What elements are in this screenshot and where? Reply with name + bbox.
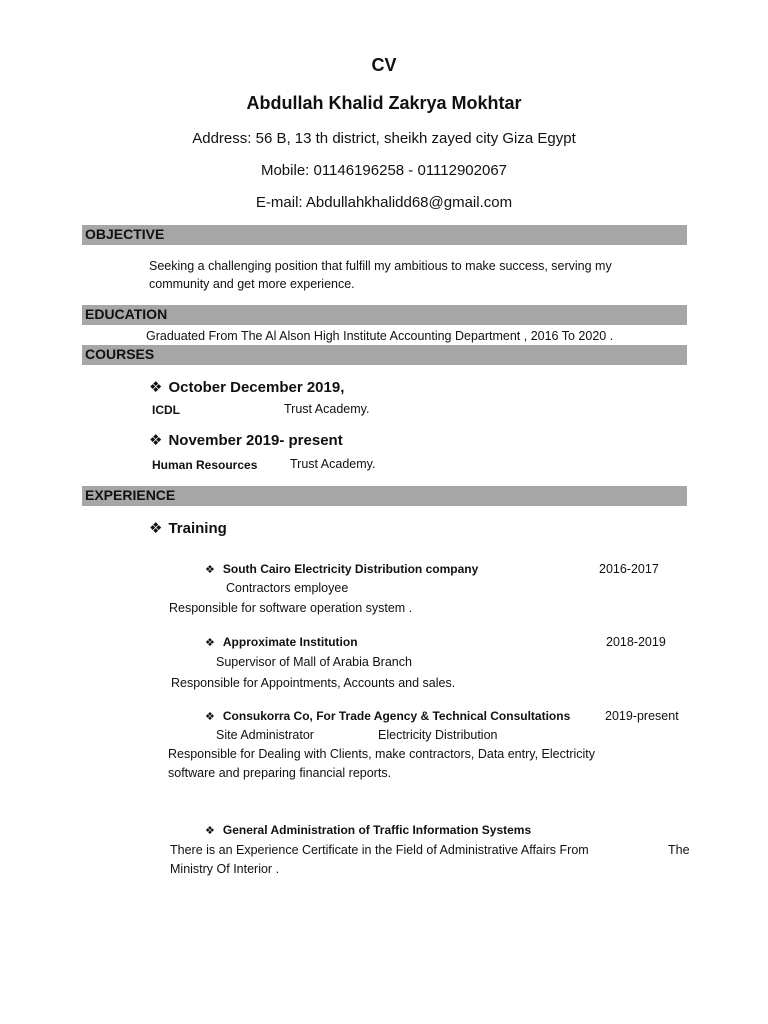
courses-heading: COURSES (85, 346, 155, 362)
diamond-bullet-icon: ❖ (149, 432, 163, 449)
course-item-2-provider: Trust Academy. (290, 457, 376, 471)
experience-section-header (82, 486, 687, 506)
job-1-description: Responsible for software operation system . (169, 601, 413, 615)
education-section-header (82, 305, 687, 325)
job-3-description-line-2: software and preparing financial reports. (168, 766, 392, 780)
job-3-role-extra: Electricity Distribution (378, 728, 498, 742)
job-2-years: 2018-2019 (606, 635, 666, 649)
job-4-description-line-2: Ministry Of Interior . (170, 862, 280, 876)
diamond-bullet-icon: ❖ (205, 711, 215, 723)
cv-title: CV (371, 55, 397, 75)
job-4-description-tail: The (668, 843, 690, 857)
job-2-description: Responsible for Appointments, Accounts and sales. (171, 676, 456, 690)
diamond-bullet-icon: ❖ (149, 379, 163, 396)
education-text: Graduated From The Al Alson High Institute Accounting Department , 2016 To 2020 . (146, 329, 614, 343)
job-1-company: ❖ South Cairo Electricity Distribution company (205, 562, 479, 576)
diamond-bullet-icon: ❖ (205, 825, 215, 837)
objective-section-header (82, 225, 687, 245)
education-heading: EDUCATION (85, 306, 168, 322)
objective-text-line-1: Seeking a challenging position that fulfill my ambitious to make success, serving my (149, 259, 612, 273)
experience-heading: EXPERIENCE (85, 487, 176, 503)
course-item-1-provider: Trust Academy. (284, 402, 370, 416)
course-item-1-name: ICDL (152, 403, 180, 417)
course-item-2-name: Human Resources (152, 458, 258, 472)
job-4-company: ❖ General Administration of Traffic Information Systems (205, 823, 532, 837)
job-3-company: ❖ Consukorra Co, For Trade Agency & Technical Consultations (205, 709, 571, 723)
job-3-description-line-1: Responsible for Dealing with Clients, make contractors, Data entry, Electricity (168, 747, 596, 761)
candidate-name: Abdullah Khalid Zakrya Mokhtar (246, 93, 522, 113)
training-subheading: ❖ Training (149, 520, 227, 537)
mobile-line: Mobile: 01146196258 - 01112902067 (260, 162, 508, 179)
job-1-years: 2016-2017 (599, 562, 659, 576)
objective-text-line-2: community and get more experience. (149, 277, 355, 291)
diamond-bullet-icon: ❖ (205, 564, 215, 576)
course-item-1-date: ❖ October December 2019, (149, 379, 345, 396)
email-line: E-mail: Abdullahkhalidd68@gmail.com (255, 194, 513, 211)
address-line: Address: 56 B, 13 th district, sheikh zayed city Giza Egypt (192, 130, 576, 147)
job-3-years: 2019-present (605, 709, 679, 723)
objective-heading: OBJECTIVE (85, 226, 165, 242)
job-4-description-line-1: There is an Experience Certificate in the Field of Administrative Affairs From (170, 843, 589, 857)
diamond-bullet-icon: ❖ (205, 637, 215, 649)
job-1-role: Contractors employee (226, 581, 349, 595)
courses-section-header (82, 345, 687, 365)
diamond-bullet-icon: ❖ (149, 520, 163, 537)
job-3-role: Site Administrator (216, 728, 314, 742)
job-2-role: Supervisor of Mall of Arabia Branch (216, 655, 412, 669)
course-item-2-date: ❖ November 2019- present (149, 432, 343, 449)
job-2-company: ❖ Approximate Institution (205, 635, 358, 649)
